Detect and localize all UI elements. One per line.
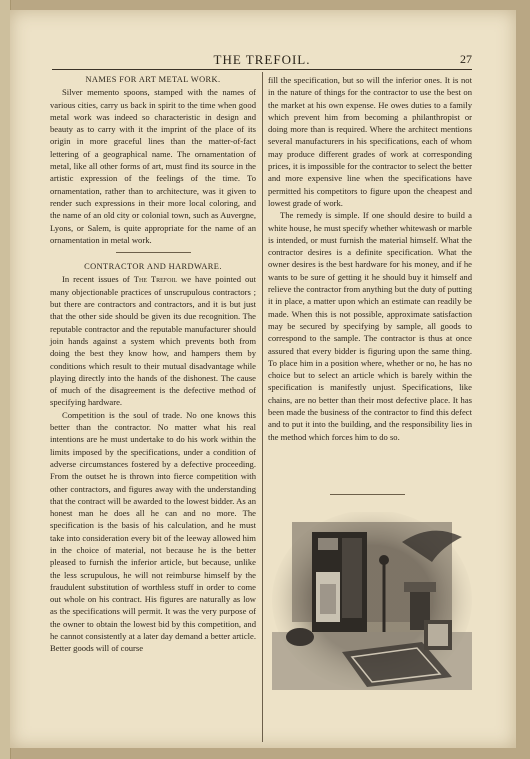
publication-name: The Trefoil bbox=[133, 274, 178, 285]
paragraph: The remedy is simple. If one should desire to build a white house, he must specify whether whitewash or marble is intended, or must furnish the material himself. What the contractor desires is a definite specification. What the owner desires is the best hardware for his money, and if he wants to be sure of getting it he should buy it himself and relieve the contractor from anything but the duty of putting it in place, a matter upon which an estimate can readily be made. When this is not possible, approximate satisfaction may be secured by specifying by sample, all goods to correspond to the sample. The contractor is thus at once assured that every bidder is figuring upon the same thing. To place him in a position where, whether or no, he has no choice but to select an article which is barely within the specification is manifestly unjust. Specifications, like chains, are no better than their most defective place. It has been made the business of the contractor to find this defect and to put it into the building, and the responsibility lies in the method which forces him to do so. bbox=[268, 210, 472, 442]
paragraph bbox=[50, 273, 256, 408]
section-separator bbox=[116, 252, 191, 253]
header-rule bbox=[52, 69, 472, 70]
section-heading: NAMES FOR ART METAL WORK. bbox=[85, 75, 221, 84]
interior-illustration bbox=[272, 512, 472, 690]
paragraph: Competition is the soul of trade. No one knows this better than the contractor. No matter what his real intentions are he must undertake to do his work within the limits imposed by the specifications, under a condition of adverse circumstances fostered by a defective proceeding. From the outset he is thrown into fierce competition with other contractors, and figures away with the understanding that the contract will be awarded to the lowest bidder. As an honest man he does all he can and no more. The specification is the basis of his calculation, and he must take into consideration every bit of the leeway allowed him in the choice of material, not because he is the better pleased to furnish the inferior article, but because, unlike the less scrupulous, he will not reimburse himself by the fraudulent substitution of worthless stuff in order to come out whole on his contract. His figures are naturally as low as the specifications will permit. It was the very purpose of the owner to obtain the lowest bid by this competition, and he cannot consistently at a later day demand a better article. Better goods will of course bbox=[50, 409, 256, 654]
text-run: In recent issues of bbox=[62, 274, 134, 285]
text-run: we have pointed out many objectionable practices of unscrupulous contractors ; but there are contractors and contractors, and it is but just that the other side should be given its due recognition. The reputable contractor and the reputable manufacturer should join hands against a system which prevents both from doing the best they know how, and hampers them by conditions which result to their mutual disadvantage while playing directly into the hands of the dishonest. The cause of much of the disagreement is the defective method of specifying hardware. bbox=[50, 274, 256, 408]
left-column bbox=[50, 74, 256, 655]
column-divider bbox=[262, 72, 263, 742]
right-column bbox=[268, 74, 472, 443]
paragraph-continued: fill the specification, but so will the inferior ones. It is not in the nature of things for the contractor to use the best on the market at his own expense. He owes duties to a family which prevent him from becoming a philanthropist or doing more than is required. Where the architect mentions several manufacturers in his specifications, each of whom may produce different grades of work at corresponding prices, it is impossible for the contractor to select the better and more expensive line when the specifications have permitted his competitors to figure upon the cheapest and lowest grade of work. bbox=[268, 75, 472, 208]
running-header bbox=[52, 52, 472, 68]
page-number: 27 bbox=[460, 52, 472, 66]
paragraph: Silver memento spoons, stamped with the names of various cities, carry us back in spirit to the time when good metal work was indeed so characteristic in design and beauty as to carry with it the imprint of the place of its origin in more graceful lines than the matter-of-fact lettering of a geographical name. The ornamentation of metal, like all other forms of art, must find its source in the artistic expression of the feelings of the time. To ornamentation, rather than to architecture, was it given to render such expressions in their more local coloring, and the name of an old city or colonial town, such as Auvergne, Lyons, or Salem, is quite appropriate for the name of an ornamentation in metal work. bbox=[50, 87, 256, 245]
section-heading: CONTRACTOR AND HARDWARE. bbox=[84, 262, 222, 272]
section-separator bbox=[330, 494, 405, 495]
journal-title: THE TREFOIL. bbox=[213, 52, 311, 67]
